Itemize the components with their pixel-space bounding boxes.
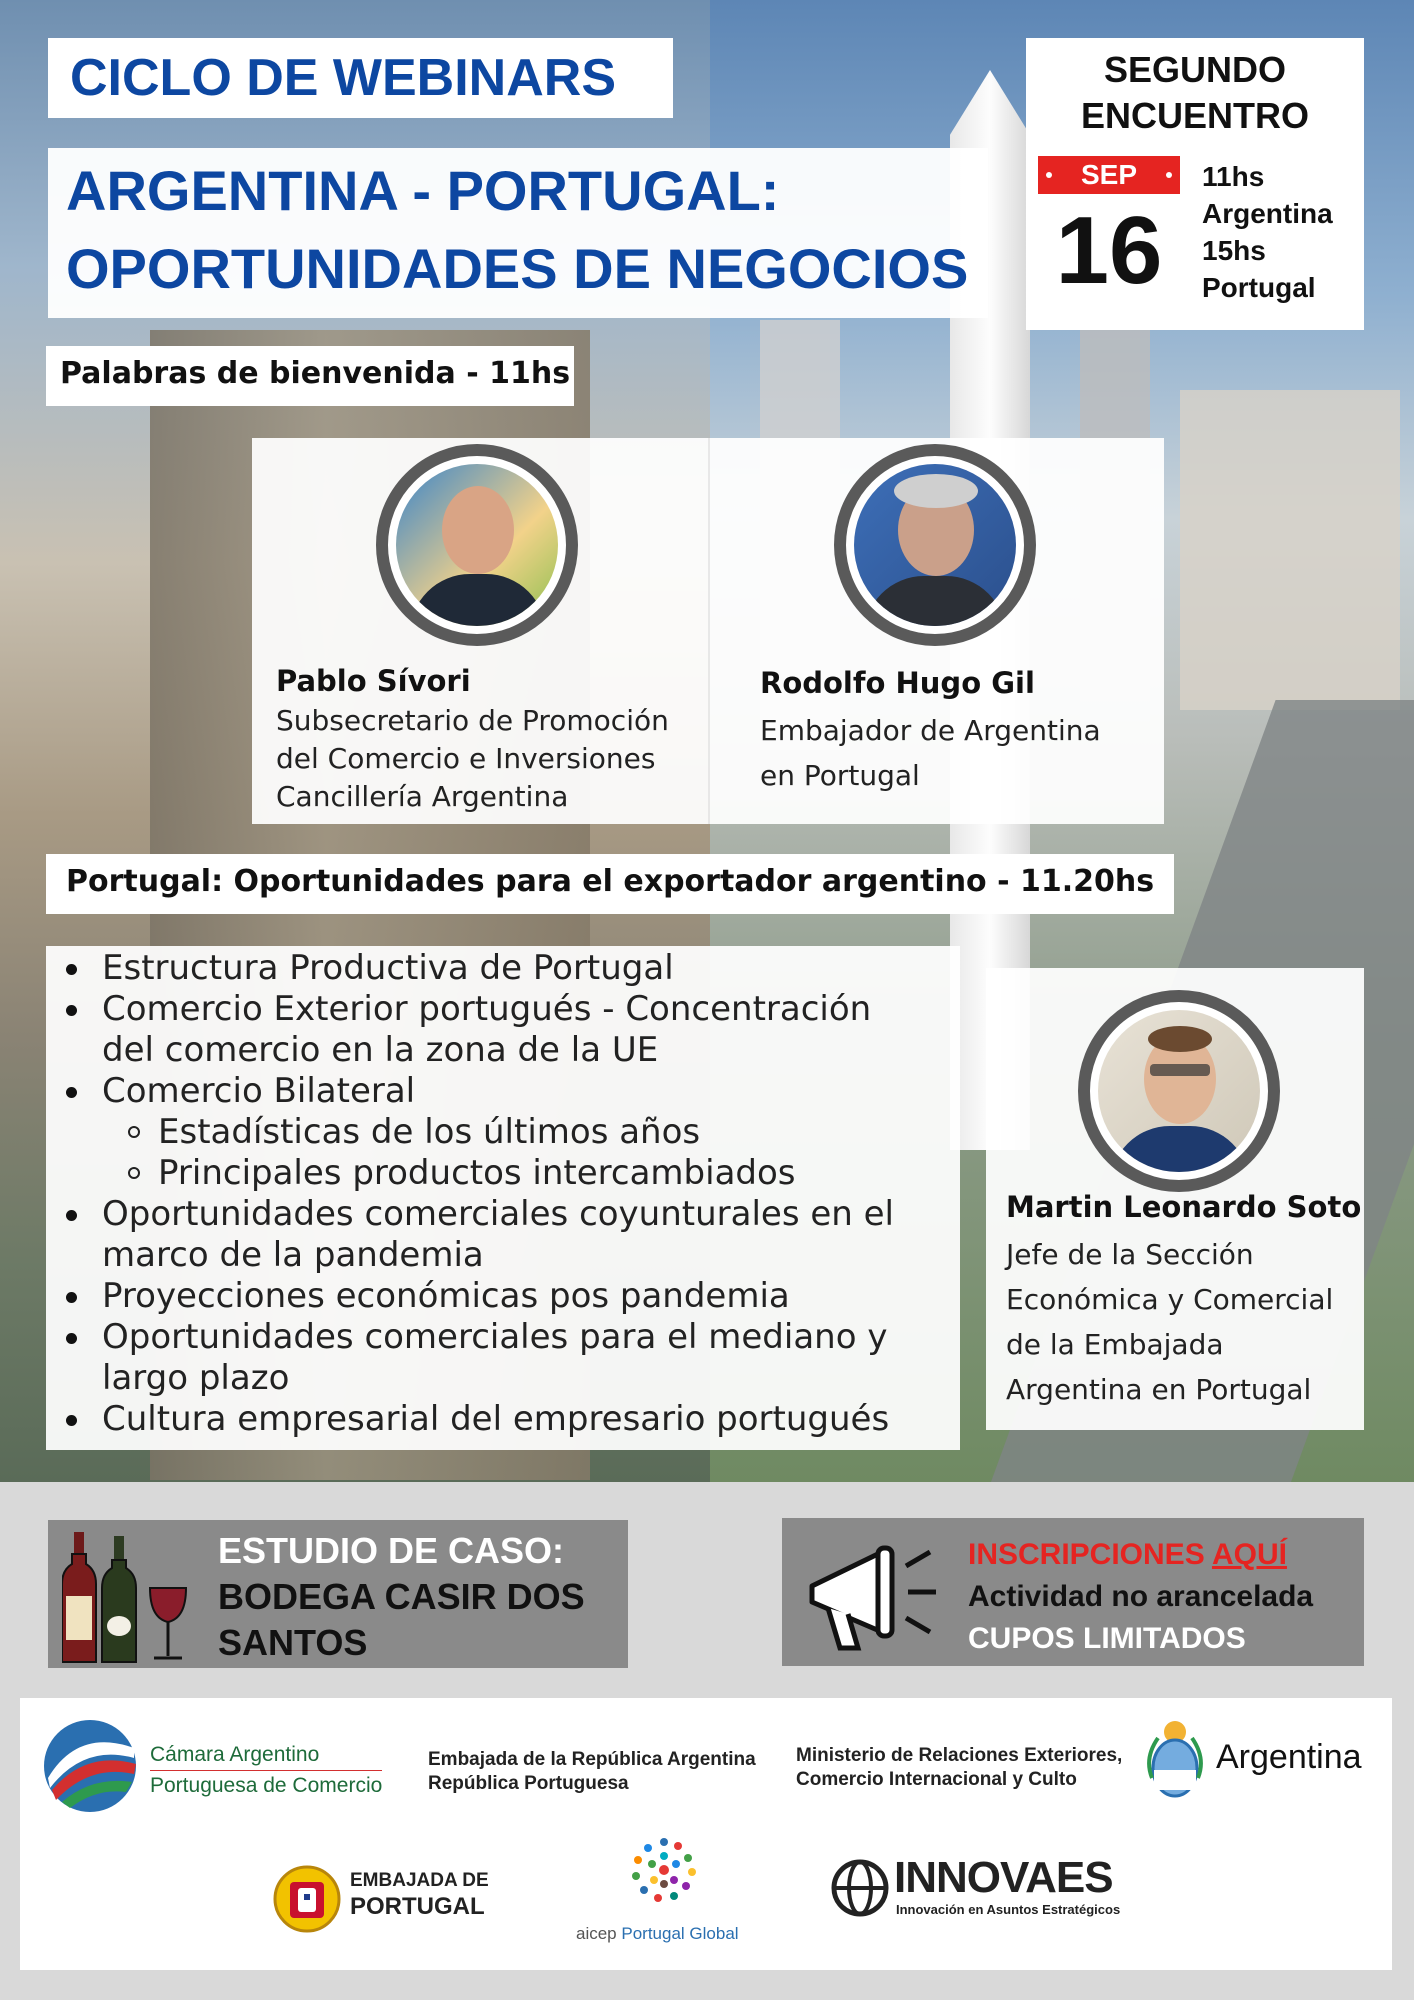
role-line: Subsecretario de Promoción <box>276 704 669 737</box>
speaker-name-gil: Rodolfo Hugo Gil <box>760 666 1035 700</box>
role-line: Jefe de la Sección <box>1006 1238 1254 1271</box>
schedule-times <box>1202 158 1333 306</box>
place-portugal: Portugal <box>1202 272 1316 303</box>
role-line: de la Embajada <box>1006 1328 1224 1361</box>
encounter-line1: SEGUNDO <box>1103 49 1287 90</box>
innovaes-logo-text: INNOVAES <box>894 1853 1113 1902</box>
ministerio-logo <box>796 1744 1122 1792</box>
list-item: Comercio Bilateral <box>102 1071 894 1112</box>
list-item: Cultura empresarial del empresario portugués <box>102 1399 894 1440</box>
aicep-dots-logo-icon <box>628 1834 700 1906</box>
embajada-portugal-logo <box>350 1868 489 1920</box>
innovaes-subtitle: Innovación en Asuntos Estratégicos <box>896 1902 1121 1917</box>
argentina-logo-text: Argentina <box>1216 1738 1362 1776</box>
welcome-heading: Palabras de bienvenida - 11hs <box>60 356 571 391</box>
place-argentina: Argentina <box>1202 198 1333 229</box>
date-box <box>1026 38 1364 330</box>
wine-bottles-icon <box>62 1526 202 1666</box>
list-item: Oportunidades comerciales para el mediano y <box>102 1317 894 1358</box>
session-speaker-panel <box>986 968 1364 1430</box>
embajada-ar-line: Embajada de la República Argentina <box>428 1749 756 1770</box>
session-heading-box <box>46 854 1174 914</box>
series-title: CICLO DE WEBINARS <box>70 49 616 107</box>
list-item: Estadísticas de los últimos años <box>102 1112 894 1153</box>
list-item: marco de la pandemia <box>102 1235 484 1275</box>
camara-logo-text <box>150 1740 382 1801</box>
case-study-line: BODEGA CASIR DOS <box>218 1576 585 1617</box>
role-line: en Portugal <box>760 759 920 792</box>
role-line: Económica y Comercial <box>1006 1283 1334 1316</box>
role-line: Argentina en Portugal <box>1006 1373 1312 1406</box>
speaker-photo-soto <box>1078 990 1280 1192</box>
role-line: del Comercio e Inversiones <box>276 742 656 775</box>
series-title-box <box>48 38 673 118</box>
welcome-heading-box <box>46 346 574 406</box>
innovaes-globe-icon <box>830 1858 890 1918</box>
session-heading: Portugal: Oportunidades para el exportador argentino - 11.20hs <box>66 864 1155 899</box>
welcome-speakers-panel <box>252 438 1164 824</box>
time-portugal: 15hs <box>1202 235 1266 266</box>
embajada-ar-line: República Portuguesa <box>428 1773 629 1794</box>
time-argentina: 11hs <box>1202 161 1265 192</box>
portugal-coat-of-arms-icon <box>272 1864 342 1934</box>
day-number: 16 <box>1055 197 1163 304</box>
list-item: del comercio en la zona de la UE <box>102 1030 659 1070</box>
list-item: Principales productos intercambiados <box>102 1153 894 1194</box>
registration-label: INSCRIPCIONES <box>968 1538 1205 1571</box>
list-item: Estructura Productiva de Portugal <box>102 948 894 989</box>
speaker-name-sivori: Pablo Sívori <box>276 664 471 698</box>
event-title-line1: ARGENTINA - PORTUGAL: <box>66 159 780 222</box>
speaker-role-gil <box>760 708 1101 798</box>
embajada-pt-line: EMBAJADA DE <box>350 1870 489 1891</box>
case-study-text <box>218 1528 585 1666</box>
case-study-line: SANTOS <box>218 1622 368 1663</box>
event-title-box <box>48 148 988 318</box>
session-topics-list <box>56 948 894 1440</box>
event-title-line2: OPORTUNIDADES DE NEGOCIOS <box>66 237 969 300</box>
role-line: Embajador de Argentina <box>760 714 1101 747</box>
camara-line: Cámara Argentino <box>150 1743 320 1766</box>
speaker-photo-gil <box>834 444 1036 646</box>
registration-link[interactable]: AQUÍ <box>1211 1538 1287 1571</box>
list-item: largo plazo <box>102 1358 290 1398</box>
list-item: Oportunidades comerciales coyunturales en el <box>102 1194 894 1234</box>
camara-logo-icon <box>42 1718 138 1814</box>
encounter-line2: ENCUENTRO <box>1080 95 1309 136</box>
ministerio-line: Ministerio de Relaciones Exteriores, <box>796 1745 1123 1766</box>
limited-seats-text: CUPOS LIMITADOS <box>968 1622 1246 1655</box>
free-activity-text: Actividad no arancelada <box>968 1580 1314 1613</box>
aicep-logo-text <box>576 1924 739 1944</box>
ministerio-line: Comercio Internacional y Culto <box>796 1769 1077 1790</box>
case-study-line: ESTUDIO DE CASO: <box>218 1530 565 1571</box>
aicep-word: aicep <box>576 1924 617 1943</box>
speaker-role-sivori <box>276 702 669 816</box>
month-badge: SEP <box>1038 156 1180 194</box>
speaker-name-soto: Martin Leonardo Soto <box>1006 1190 1362 1224</box>
registration-text <box>968 1534 1313 1660</box>
aicep-portugal-global: Portugal Global <box>621 1924 739 1943</box>
registration-line <box>968 1534 1313 1576</box>
list-item: Comercio Exterior portugués - Concentración <box>102 989 894 1030</box>
role-line: Cancillería Argentina <box>276 780 569 813</box>
case-study-box <box>48 1520 628 1668</box>
embajada-pt-line: PORTUGAL <box>350 1893 485 1920</box>
speaker-role-soto <box>1006 1232 1333 1412</box>
argentina-coat-of-arms-icon <box>1146 1718 1204 1800</box>
camara-line: Portuguesa de Comercio <box>150 1770 382 1801</box>
megaphone-icon <box>802 1524 952 1664</box>
list-item: Proyecciones económicas pos pandemia <box>102 1276 894 1317</box>
embajada-argentina-logo <box>428 1748 756 1796</box>
speaker-photo-sivori <box>376 444 578 646</box>
sponsors-footer <box>20 1698 1392 1970</box>
registration-box[interactable] <box>782 1518 1364 1666</box>
